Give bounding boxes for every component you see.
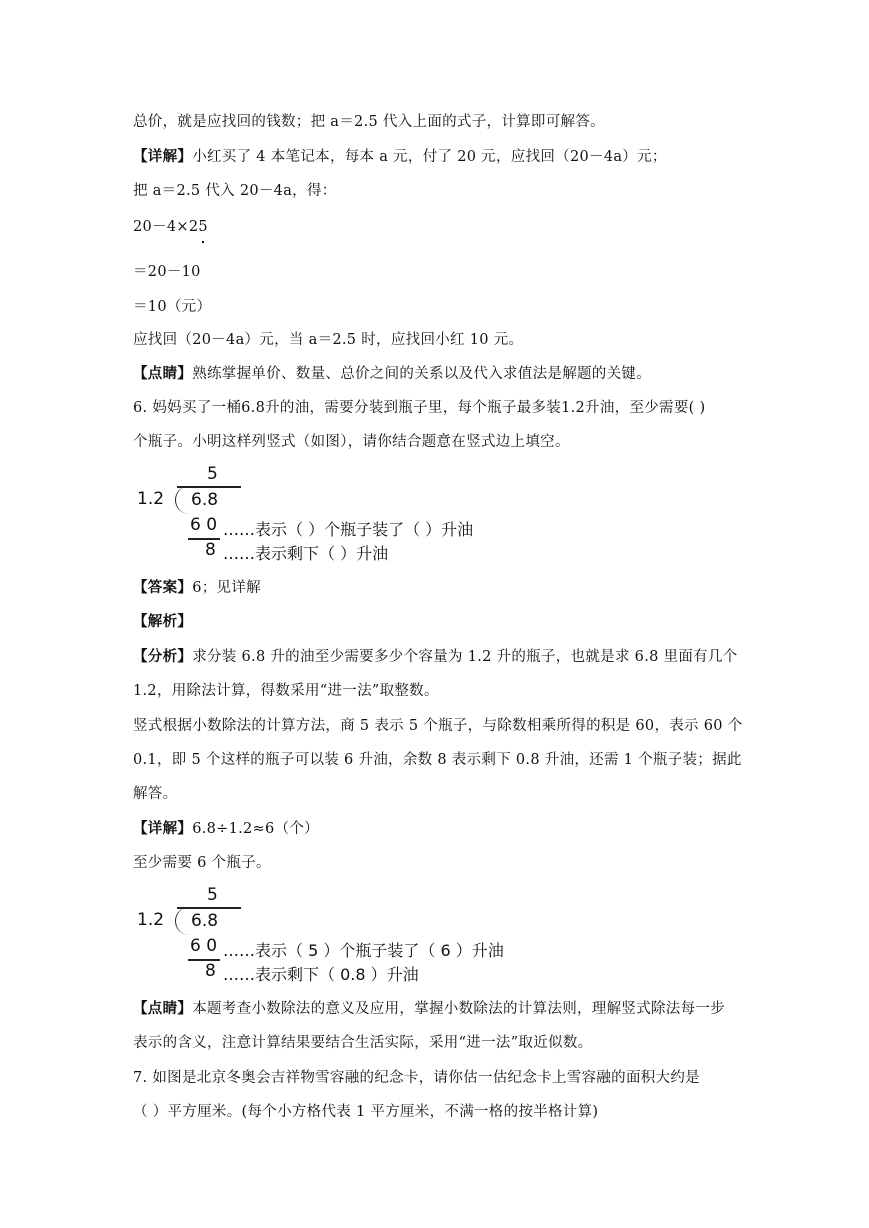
annotation-remainder: ……表示剩下（ 0.8 ）升油 bbox=[223, 965, 419, 984]
section-tag: 【答案】 bbox=[133, 579, 193, 596]
question-6-line: 个瓶子。小明这样列竖式（如图），请你结合题意在竖式边上填空。 bbox=[133, 434, 570, 450]
remark-line: 表示的含义，注意计算结果要结合生活实际，采用“进一法”取近似数。 bbox=[133, 1035, 593, 1051]
text-line: 总价，就是应找回的钱数；把 a＝2.5 代入上面的式子，计算即可解答。 bbox=[133, 114, 605, 130]
remainder: 8 bbox=[205, 961, 216, 981]
text-line: 竖式根据小数除法的计算方法，商 5 表示 5 个瓶子，与除数相乘所得的积是 60，表示 60 个 bbox=[133, 718, 743, 734]
quotient: 5 bbox=[207, 885, 218, 905]
text-line: 把 a＝2.5 代入 20－4a，得： bbox=[133, 183, 337, 199]
remainder: 8 bbox=[205, 540, 216, 560]
text-line: 0.1，即 5 个这样的瓶子可以装 6 升油，余数 8 表示剩下 0.8 升油，还需 1 个瓶子装；据此 bbox=[133, 752, 742, 768]
question-7-line: 7. 如图是北京冬奥会吉祥物雪容融的纪念卡，请你估一估纪念卡上雪容融的面积大约是 bbox=[133, 1070, 700, 1086]
answer-text: 6；见详解 bbox=[192, 580, 261, 596]
division-bracket bbox=[175, 486, 190, 514]
dividend: 6.8 bbox=[191, 490, 219, 510]
text-line: 至少需要 6 个瓶子。 bbox=[133, 855, 271, 871]
equation-line: ＝20－10 bbox=[133, 264, 201, 280]
remark-text: 本题考查小数除法的意义及应用，掌握小数除法的计算法则，理解竖式除法每一步 bbox=[192, 1001, 725, 1017]
equation-line: ＝10（元） bbox=[133, 299, 212, 315]
equation-line bbox=[133, 217, 208, 237]
analysis-line bbox=[133, 647, 738, 667]
detail-text: 小红买了 4 本笔记本，每本 a 元，付了 20 元，应找回（20－4a）元； bbox=[192, 149, 667, 165]
section-tag: 【解析】 bbox=[133, 613, 193, 630]
divisor: 1.2 bbox=[137, 910, 165, 930]
analysis-line: 1.2，用除法计算，得数采用“进一法”取整数。 bbox=[133, 683, 439, 699]
section-tag: 【详解】 bbox=[133, 820, 193, 837]
annotation-product: ……表示（ 5 ）个瓶子装了（ 6 ）升油 bbox=[223, 941, 504, 960]
text-line: 解答。 bbox=[133, 786, 178, 802]
section-tag: 【点睛】 bbox=[133, 365, 193, 382]
detail-line bbox=[133, 819, 319, 839]
long-division-diagram bbox=[133, 462, 553, 592]
section-tag: 【分析】 bbox=[133, 648, 193, 665]
section-tag: 【详解】 bbox=[133, 148, 193, 165]
divisor: 1.2 bbox=[137, 489, 165, 509]
repeating-digit: 5 bbox=[198, 219, 208, 235]
product: 6 0 bbox=[190, 515, 218, 535]
annotation-remainder: ……表示剩下（ ）升油 bbox=[223, 544, 389, 563]
long-division-diagram-filled bbox=[133, 883, 553, 1013]
product: 6 0 bbox=[190, 936, 218, 956]
text-line: 应找回（20－4a）元，当 a＝2.5 时，应找回小红 10 元。 bbox=[133, 332, 524, 348]
answer-line bbox=[133, 578, 261, 598]
dividend: 6.8 bbox=[191, 911, 219, 931]
question-6-line: 6. 妈妈买了一桶6.8升的油，需要分装到瓶子里，每个瓶子最多装1.2升油，至少需要( ) bbox=[133, 400, 706, 416]
quotient: 5 bbox=[207, 464, 218, 484]
analysis-text: 求分装 6.8 升的油至少需要多少个容量为 1.2 升的瓶子，也就是求 6.8 里面有几个 bbox=[192, 649, 738, 665]
question-7-line: （ ）平方厘米。(每个小方格代表 1 平方厘米，不满一格的按半格计算) bbox=[133, 1104, 599, 1120]
detail-line bbox=[133, 147, 667, 167]
remark-line bbox=[133, 364, 651, 384]
division-bracket bbox=[175, 907, 190, 935]
remark-text: 熟练掌握单价、数量、总价之间的关系以及代入求值法是解题的关键。 bbox=[192, 366, 651, 382]
analysis-heading bbox=[133, 612, 192, 632]
equation-text: 20－4×2 bbox=[133, 219, 199, 235]
remark-line bbox=[133, 999, 725, 1019]
section-tag: 【点睛】 bbox=[133, 1000, 193, 1017]
detail-text: 6.8÷1.2≈6（个） bbox=[192, 821, 319, 837]
annotation-product: ……表示（ ）个瓶子装了（ ）升油 bbox=[223, 520, 474, 539]
